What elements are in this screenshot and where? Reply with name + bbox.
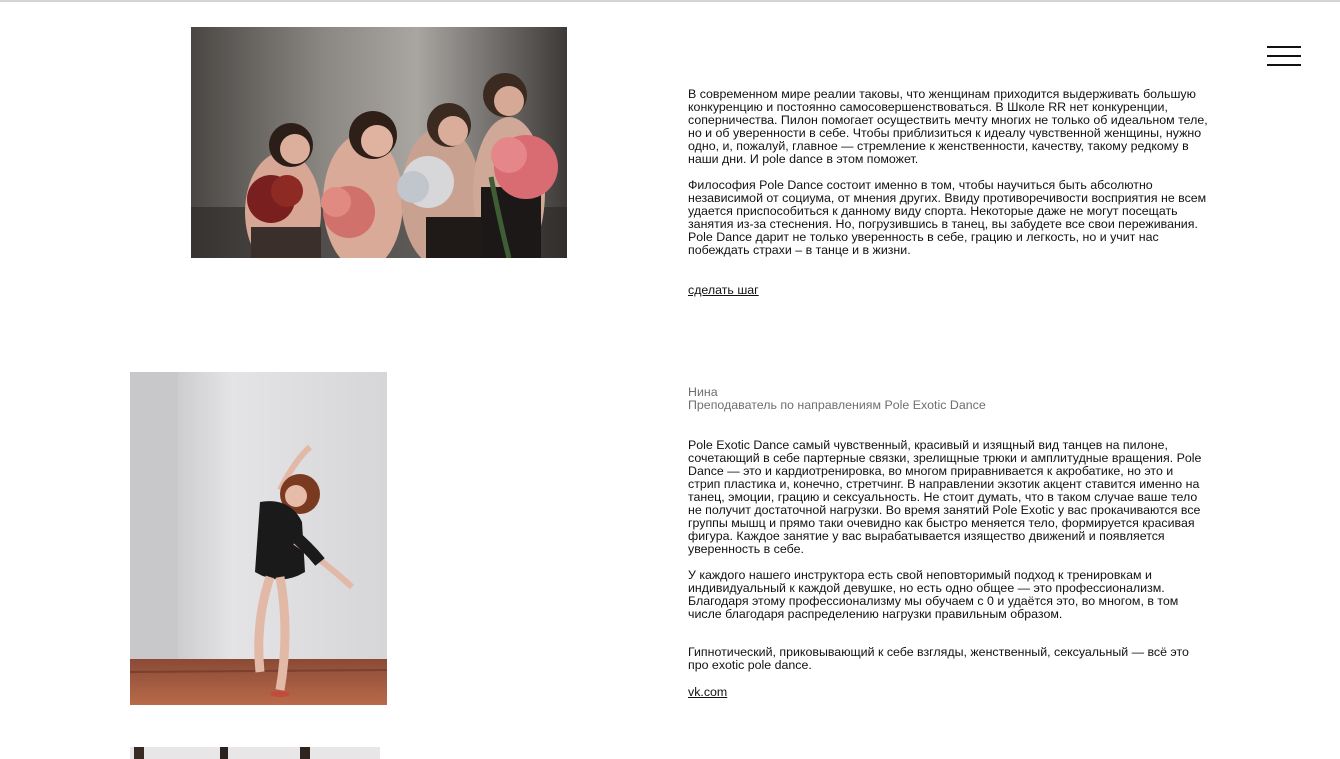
vk-link[interactable]: vk.com (688, 685, 728, 699)
instructor-text-block (688, 386, 1208, 699)
spacer (688, 412, 1208, 425)
philosophy-paragraph: Философия Pole Dance состоит именно в том, чтобы научиться быть абсолютно независимой от социума, от мнения других. Ввиду противоречивости восприятия не всем удается приспособиться к данному виду спорта. Некоторые даже не могут посещать занятия из-за стеснения. Но, погрузившись в танец, вы забудете все свои переживания. Pole Dance дарит не только уверенность в себе, грацию и легкость, но и учит нас побеждать страхи – в танце и в жизни. (688, 178, 1207, 257)
hypnotic-paragraph: Гипнотический, приковывающий к себе взгляды, женственный, сексуальный — всё это про exotic pole dance. (688, 645, 1189, 672)
instructors-paragraph: У каждого нашего инструктора есть свой неповторимый подход к тренировкам и индивидуальный к каждой девушке, но есть одно общее — это профессионализм. Благодаря этому профессионализму мы обучаем с 0 и удаётся это, во многом, в том числе благодаря распределению нагрузки правильным образом. (688, 568, 1179, 621)
spacer (688, 425, 1208, 439)
intro-text-block (688, 88, 1208, 297)
dancer-photo (130, 372, 387, 705)
instructor-role: Преподаватель по направлениям Pole Exotic Dance (688, 398, 986, 412)
hamburger-menu-icon[interactable] (1267, 46, 1301, 68)
instructor-name: Нина (688, 385, 718, 399)
menu-line (1267, 55, 1301, 57)
menu-line (1267, 64, 1301, 66)
partial-photo (130, 747, 380, 759)
intro-paragraph: В современном мире реалии таковы, что женщинам приходится выдерживать большую конкуренцию и постоянно самосовершенствоваться. В Школе RR нет конкуренции, соперничества. Пилон помогает осуществить мечту многих не только об идеальном теле, но и об уверенности в себе. Чтобы приблизиться к идеалу чувственной женщины, нужно одно, и, пожалуй, главное — стремление к женственности, качеству, такому редкому в наши дни. И pole dance в этом поможет. (688, 87, 1208, 166)
take-step-link[interactable]: сделать шаг (688, 283, 759, 297)
group-photo-flowers (191, 27, 567, 258)
top-border (0, 0, 1340, 2)
exotic-paragraph: Pole Exotic Dance самый чувственный, красивый и изящный вид танцев на пилоне, сочетающий в себе партерные связки, зрелищные трюки и амплитудные вращения. Pole Dance — это и кардиотренировка, во многом приравнивается к акробатике, но это и стрип пластика и, конечно, стретчинг. В направлении экзотик акцент ставится именно на танец, эмоции, грацию и сексуальность. Не стоит думать, что в таком случае ваше тело не получит достаточной нагрузки. Во время занятий Pole Exotic у вас прокачиваются все группы мышц и прямо таки очевидно как быстро меняется тело, формируется красивая фигура. Каждое занятие у вас вырабатывается изящество движений и появляется уверенность в себе. (688, 438, 1202, 556)
menu-line (1267, 46, 1301, 48)
